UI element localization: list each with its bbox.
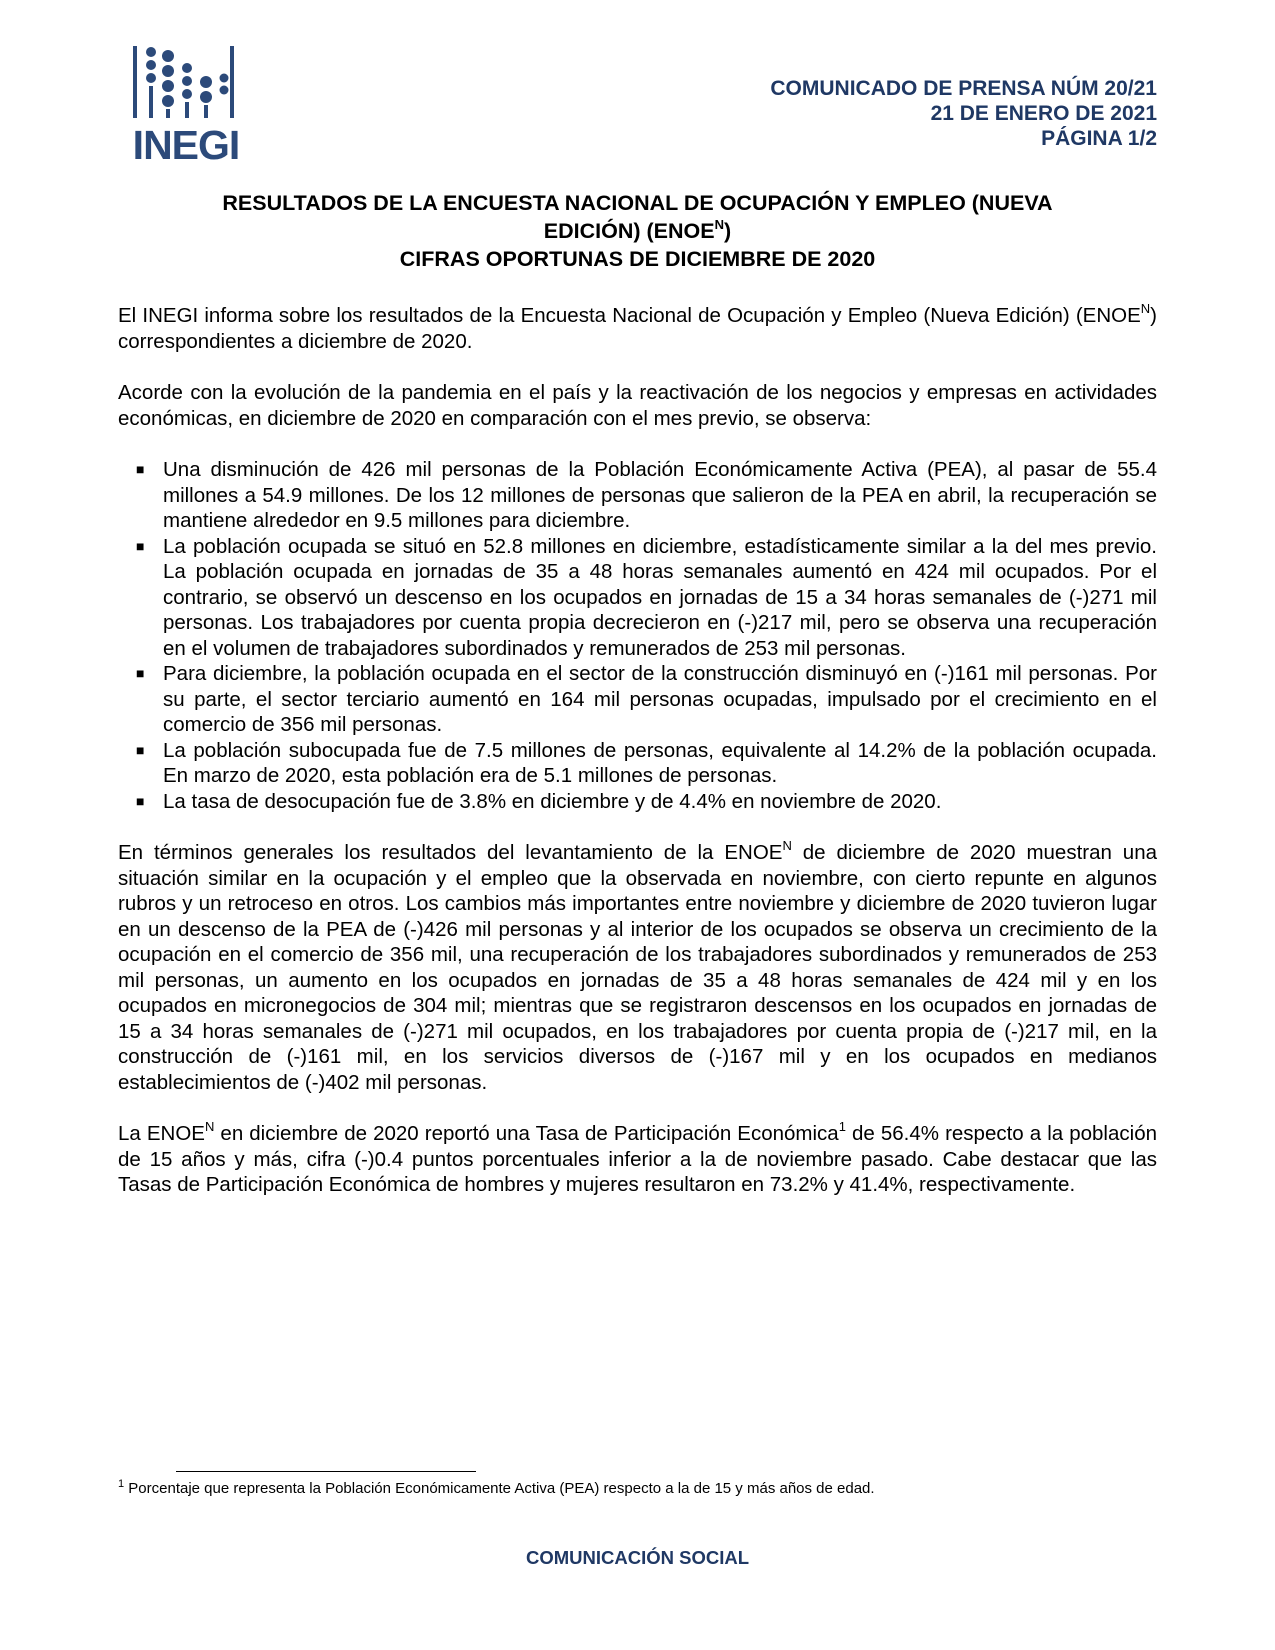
press-release-header <box>770 76 1157 151</box>
page-number: PÁGINA 1/2 <box>1041 127 1157 150</box>
release-number: COMUNICADO DE PRENSA NÚM 20/21 <box>770 77 1157 100</box>
logo-text: INEGI <box>132 122 240 164</box>
square-bullet-icon: ■ <box>136 741 145 758</box>
list-item: ■ Para diciembre, la población ocupada en el sector de la construcción disminuyó en (-)161 mil personas. Por su parte, el sector terciario aumentó en 164 mil personas ocupadas, impulsado por el crecimiento en el comercio de 356 mil personas. <box>136 662 1157 736</box>
square-bullet-icon: ■ <box>136 792 145 809</box>
list-item: ■ Una disminución de 426 mil personas de la Población Económicamente Activa (PEA), al pasar de 55.4 millones a 54.9 millones. De los 12 millones de personas que salieron de la PEA en abril, la recuperación se mantiene alrededor en 9.5 millones para diciembre. <box>136 458 1157 532</box>
paragraph-participation-rate: La $ENOE^N$ en diciembre de 2020 reportó una Tasa de Participación Económica$^1$ de 56.4% respecto a la población de 15 años y más, cifra (-)0.4 puntos porcentuales inferior a la de noviembre pasado. Cabe destacar que las Tasas de Participación Económica de hombres y mujeres resultaron en 73.2% y 41.4%, respectivamente. <box>118 1119 1157 1196</box>
release-date: 21 DE ENERO DE 2021 <box>930 102 1157 125</box>
title-line-2: CIFRAS OPORTUNAS DE DICIEMBRE DE 2020 <box>399 247 876 271</box>
list-item: ■ La población ocupada se situó en 52.8 millones en diciembre, estadísticamente similar a la del mes previo. La población ocupada en jornadas de 35 a 48 horas semanales aumentó en 424 mil ocupados. Por el contrario, se observó un descenso en los ocupados en jornadas de 15 a 34 horas semanales de (-)271 mil personas. Los trabajadores por cuenta propia decrecieron en (-)217 mil, pero se observa una recuperación en el volumen de trabajadores subordinados y remunerados de 253 mil personas. <box>136 534 1157 660</box>
list-item: ■ La tasa de desocupación fue de 3.8% en diciembre y de 4.4% en noviembre de 2020. <box>136 789 942 813</box>
bullet-list <box>118 457 1157 814</box>
title-line-1b: EDICIÓN) $(ENOE^N)$ <box>543 217 732 243</box>
square-bullet-icon: ■ <box>136 665 145 681</box>
square-bullet-icon: ■ <box>136 537 145 554</box>
paragraph-intro: El INEGI informa sobre los resultados de la Encuesta Nacional de Ocupación y Empleo (Nueva Edición) $(ENOE^N)$ correspondientes a diciembre de 2020. <box>118 301 1157 353</box>
square-bullet-icon: ■ <box>136 461 145 477</box>
page-title <box>118 189 1157 273</box>
inegi-dots-logo-icon <box>133 46 234 118</box>
footer-label: COMUNICACIÓN SOCIAL <box>525 1547 750 1568</box>
document-body <box>118 303 1157 1224</box>
footnote-divider <box>176 1471 476 1472</box>
footnote-text: Porcentaje que representa la Población Económicamente Activa (PEA) respecto a la de 15 y más años de edad. <box>124 1480 875 1497</box>
footnote <box>118 1479 875 1498</box>
paragraph-context: Acorde con la evolución de la pandemia en el país y la reactivación de los negocios y empresas en actividades económicas, en diciembre de 2020 en comparación con el mes previo, se observa: <box>118 381 1157 430</box>
title-line-1a: RESULTADOS DE LA ENCUESTA NACIONAL DE OCUPACIÓN Y EMPLEO (NUEVA <box>222 191 1053 215</box>
list-item: ■ La población subocupada fue de 7.5 millones de personas, equivalente al 14.2% de la población ocupada. En marzo de 2020, esta población era de 5.1 millones de personas. <box>136 738 1157 787</box>
paragraph-summary: En términos generales los resultados del levantamiento de la $ENOE^N$ de diciembre de 2020 muestran una situación similar en la ocupación y el empleo que la observada en noviembre, con cierto repunte en algunos rubros y un retroceso en otros. Los cambios más importantes entre noviembre y diciembre de 2020 tuvieron lugar en un descenso de la PEA de (-)426 mil personas y al interior de los ocupados se observa un crecimiento de la ocupación en el comercio de 356 mil, una recuperación de los trabajadores subordinados y remunerados de 253 mil personas, un aumento en los ocupados en jornadas de 35 a 48 horas semanales de 424 mil y en los ocupados en micronegocios de 304 mil; mientras que se registraron descensos en los ocupados en jornadas de 15 a 34 horas semanales de (-)271 mil ocupados, en los trabajadores por cuenta propia de (-)217 mil, en la construcción de (-)161 mil, en los servicios diversos de (-)167 mil y en los ocupados en medianos establecimientos de (-)402 mil personas. <box>118 838 1157 1094</box>
inegi-logo <box>130 46 242 164</box>
footnote-marker: 1 <box>118 1478 125 1490</box>
